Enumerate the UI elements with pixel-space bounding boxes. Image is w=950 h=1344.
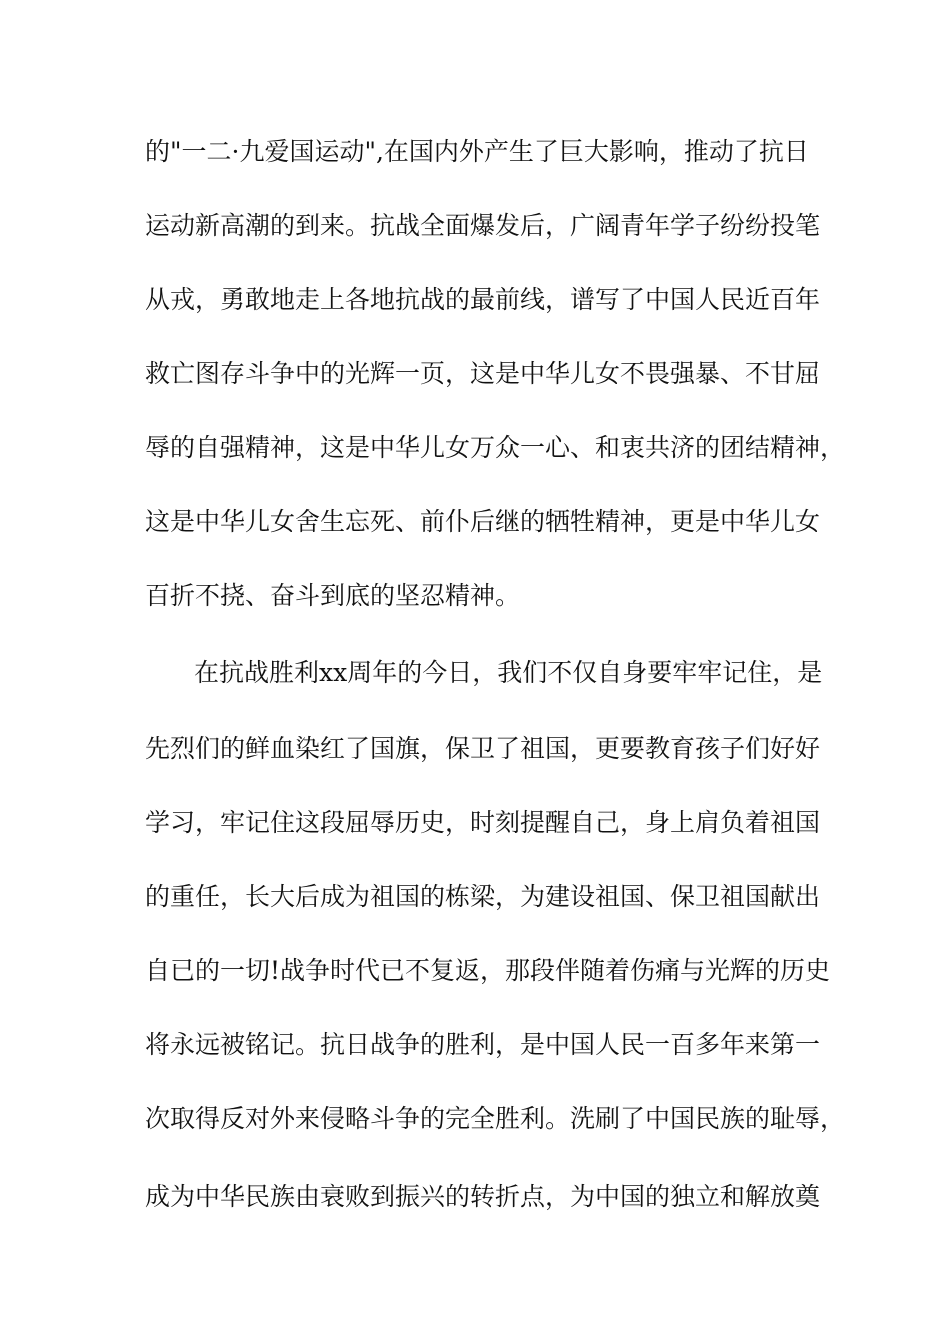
paragraph-first-line: 在抗战胜利xx周年的今日，我们不仅自身要牢牢记住，是 [194, 658, 823, 687]
text-line: 将永远被铭记。抗日战争的胜利，是中国人民一百多年来第一 [145, 1030, 821, 1059]
text-line: 的"一二·九爱国运动",在国内外产生了巨大影响，推动了抗日 [145, 137, 809, 166]
text-line: 这是中华儿女舍生忘死、前仆后继的牺牲精神，更是中华儿女 [145, 507, 821, 536]
text-line: 辱的自强精神，这是中华儿女万众一心、和衷共济的团结精神， [145, 433, 846, 462]
text-line: 从戎，勇敢地走上各地抗战的最前线，谱写了中国人民近百年 [145, 285, 821, 314]
text-line: 先烈们的鲜血染红了国旗，保卫了祖国，更要教育孩子们好好 [145, 734, 821, 763]
text-line: 学习，牢记住这段屈辱历史，时刻提醒自己，身上肩负着祖国 [145, 808, 821, 837]
text-line: 自已的一切!战争时代已不复返，那段伴随着伤痛与光辉的历史 [145, 956, 831, 985]
text-line: 次取得反对外来侵略斗争的完全胜利。洗刷了中国民族的耻辱， [145, 1104, 846, 1133]
text-line: 的重任，长大后成为祖国的栋梁，为建设祖国、保卫祖国献出 [145, 882, 821, 911]
text-line: 运动新高潮的到来。抗战全面爆发后，广阔青年学子纷纷投笔 [145, 211, 821, 240]
text-line: 救亡图存斗争中的光辉一页，这是中华儿女不畏强暴、不甘屈 [145, 359, 821, 388]
text-line: 成为中华民族由衰败到振兴的转折点，为中国的独立和解放奠 [145, 1182, 821, 1211]
text-line: 百折不挠、奋斗到底的坚忍精神。 [145, 581, 521, 610]
